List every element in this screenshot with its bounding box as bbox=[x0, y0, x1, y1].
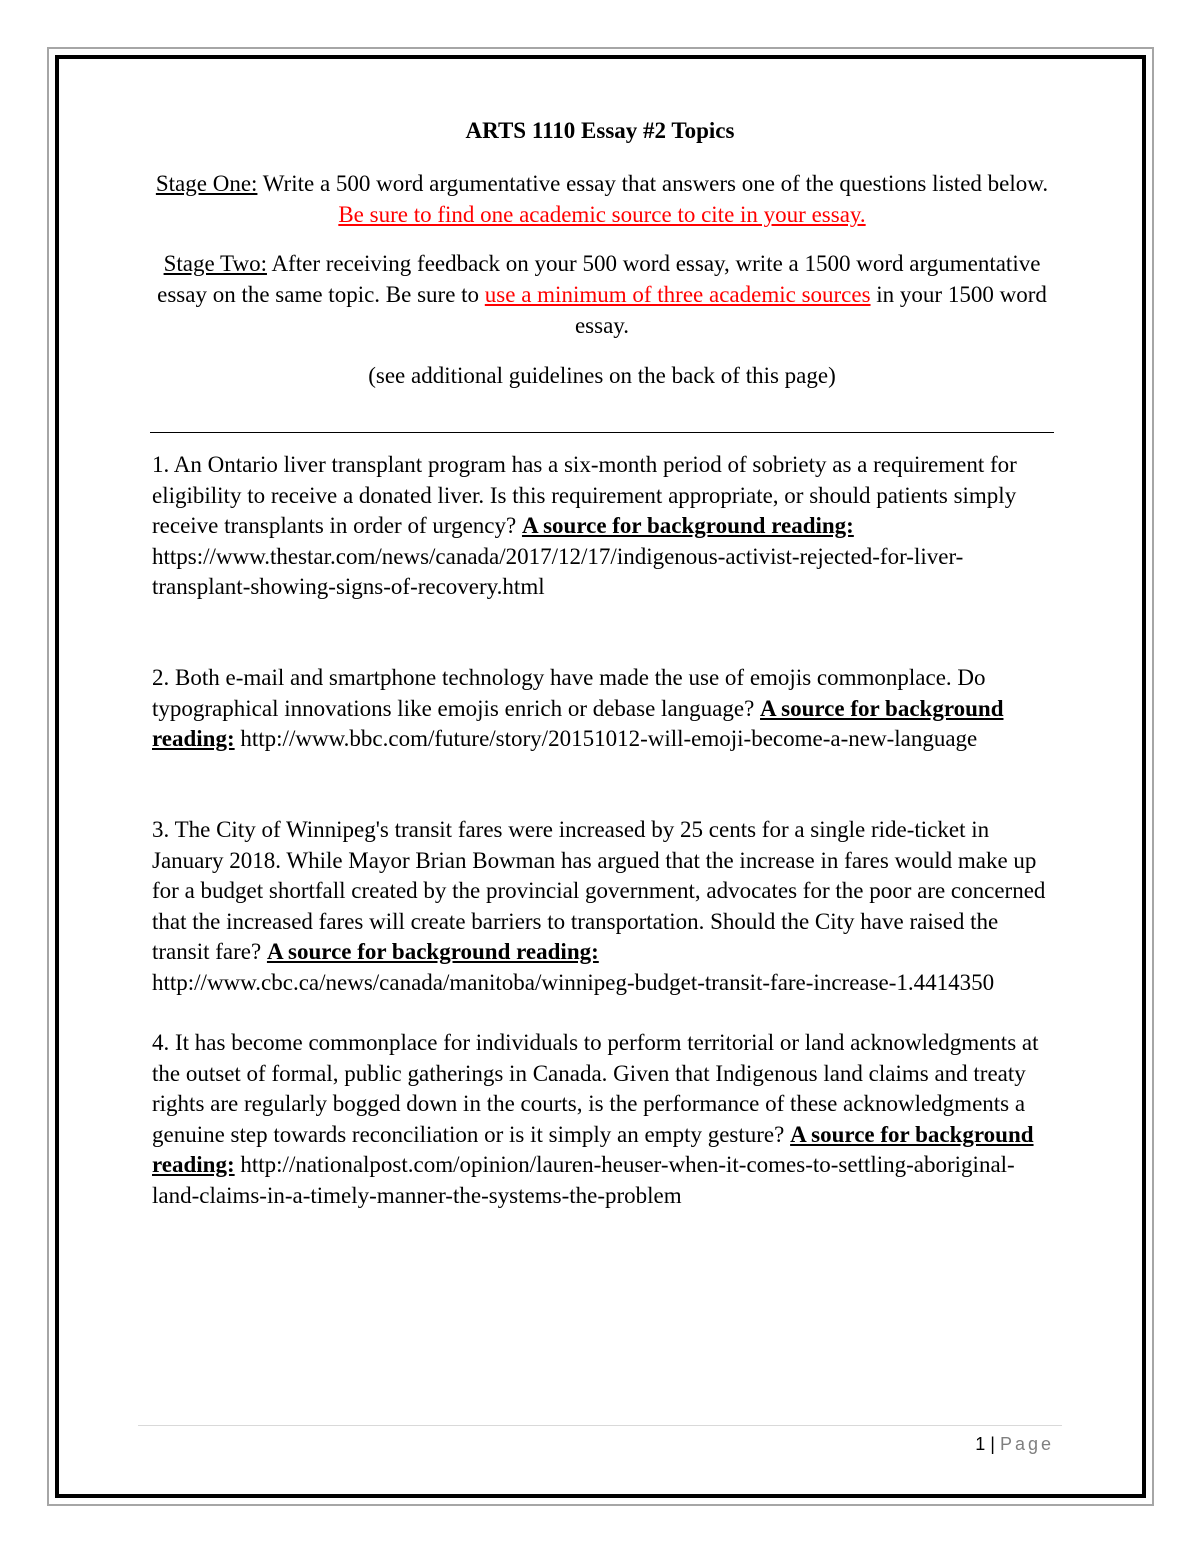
stage-one-paragraph bbox=[150, 168, 1054, 230]
source-label: A source for background reading: bbox=[152, 695, 1004, 751]
topic-item bbox=[152, 1028, 1057, 1211]
stage-two-text: After receiving feedback on your 500 word essay, write a 1500 word argumentative essay on the same topic. Be sure to bbox=[157, 251, 1041, 307]
page-word: Page bbox=[999, 1434, 1054, 1454]
topic-text: 4. It has become commonplace for individuals to perform territorial or land acknowledgments at the outset of formal, public gatherings in Canada. Given that Indigenous land claims and treaty rights are regularly bogged down in the courts, is the performance of these acknowledgments a genuine step towards reconciliation or is it simply an empty gesture? bbox=[152, 1030, 1039, 1147]
source-label: A source for background reading: bbox=[266, 939, 599, 964]
topic-item bbox=[152, 815, 1057, 998]
footer-divider bbox=[138, 1425, 1062, 1426]
stage-two-label: Stage Two: bbox=[163, 251, 267, 276]
source-url[interactable]: http://www.bbc.com/future/story/20151012-will-emoji-become-a-new-language bbox=[240, 726, 978, 751]
source-label: A source for background reading: bbox=[521, 513, 854, 538]
document-title: ARTS 1110 Essay #2 Topics bbox=[465, 118, 735, 143]
page-footer bbox=[975, 1432, 1054, 1456]
stage-one-text: Write a 500 word argumentative essay that answers one of the questions listed below. bbox=[257, 171, 1049, 196]
stage-two-highlight: use a minimum of three academic sources bbox=[484, 282, 871, 307]
section-divider bbox=[150, 432, 1054, 433]
topic-text: 3. The City of Winnipeg's transit fares were increased by 25 cents for a single ride-ticket in January 2018. While Mayor Brian Bowman has argued that the increase in fares would make up for a budget shortfall created by the provincial government, advocates for the poor are concerned that the increased fares will create barriers to transportation. Should the City have raised the transit fare? bbox=[152, 817, 1046, 964]
stage-one-label: Stage One: bbox=[155, 171, 258, 196]
stage-one-highlight: Be sure to find one academic source to cite in your essay. bbox=[338, 202, 866, 227]
source-label: A source for background reading: bbox=[152, 1121, 1034, 1177]
topic-text: 1. An Ontario liver transplant program has a six-month period of sobriety as a requirement for eligibility to receive a donated liver. Is this requirement appropriate, or should patients simply receive transplants in order of urgency? bbox=[152, 452, 1017, 538]
source-url[interactable]: http://www.cbc.ca/news/canada/manitoba/winnipeg-budget-transit-fare-increase-1.4414350 bbox=[152, 969, 995, 995]
stage-two-text-after: in your 1500 word essay. bbox=[574, 282, 1047, 338]
topic-item bbox=[152, 450, 1057, 603]
source-url[interactable]: https://www.thestar.com/news/canada/2017/12/17/indigenous-activist-rejected-for-liver-transplant-showing-signs-of-recovery.html bbox=[152, 543, 964, 599]
source-url[interactable]: http://nationalpost.com/opinion/lauren-heuser-when-it-comes-to-settling-aboriginal-land-claims-in-a-timely-manner-the-systems-the-problem bbox=[152, 1152, 1015, 1208]
topic-item bbox=[152, 663, 1057, 755]
footer-separator: | bbox=[985, 1434, 1000, 1454]
topic-text: 2. Both e-mail and smartphone technology have made the use of emojis commonplace. Do typographical innovations like emojis enrich or debase language? bbox=[152, 665, 986, 721]
guidelines-note: (see additional guidelines on the back of this page) bbox=[368, 363, 836, 388]
page-number: 1 bbox=[975, 1434, 986, 1454]
stage-two-paragraph bbox=[150, 248, 1054, 341]
